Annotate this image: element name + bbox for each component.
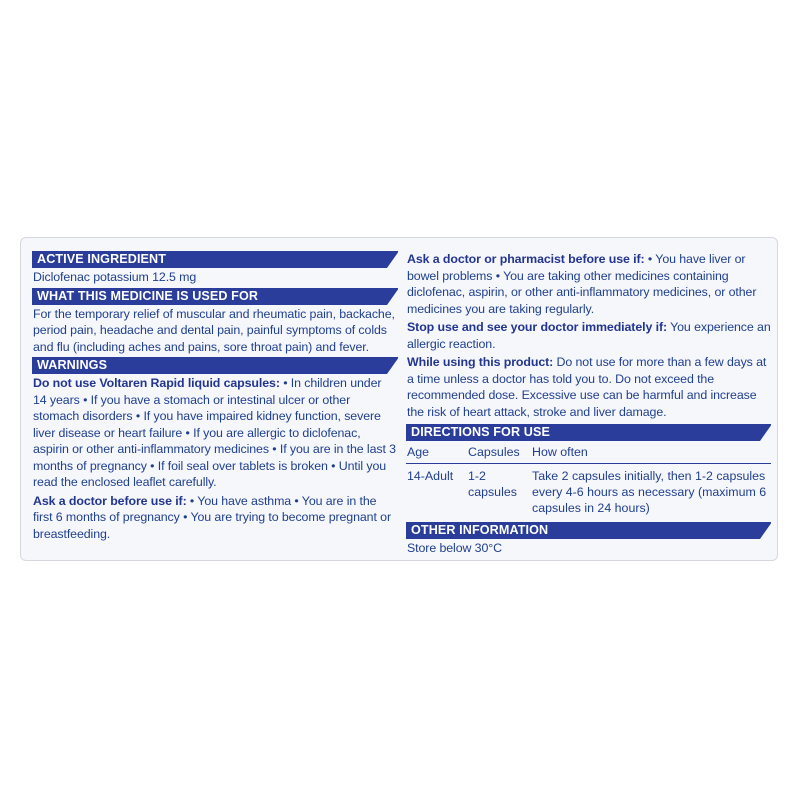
directions-table [406,441,771,520]
do-not-use-paragraph [32,374,398,493]
column-header-age: Age [406,441,468,464]
column-header-how-often: How often [532,441,771,464]
active-ingredient-heading: ACTIVE INGREDIENT [32,251,398,268]
used-for-text: For the temporary relief of muscular and rheumatic pain, backache, period pain, headache and dental pain, painful symptoms of colds and flu (including aches and pains, sore throat pain) and fever. [33,306,395,354]
used-for-heading: WHAT THIS MEDICINE IS USED FOR [32,288,398,305]
stop-use-text: You experience an allergic reaction. [407,320,771,351]
right-column [406,251,771,559]
other-information-text: Store below 30°C [407,541,502,555]
product-information-panel [20,237,778,561]
active-ingredient-text: Diclofenac potassium 12.5 mg [33,270,197,284]
while-using-paragraph [406,354,771,422]
ask-pharmacist-text: • You have liver or bowel problems • You are taking other medicines containing diclofenac, aspirin, or other anti-inflammatory medicines, or other medicines you are taking regularly. [407,252,757,316]
left-column [32,251,398,544]
capsules-cell: 1-2 capsules [468,469,517,499]
column-header-capsules: Capsules [468,441,532,464]
directions-header-row [406,441,771,464]
ask-doctor-paragraph [32,493,398,545]
while-using-text: Do not use for more than a few days at a time unless a doctor has told you to. Do not exceed the recommended dose. Excessive use can be harmful and increase the risk of heart attack, stroke and liver damage. [407,355,767,419]
age-cell: 14-Adult [407,469,454,483]
table-row [406,464,771,521]
ask-pharmacist-paragraph [406,251,771,319]
do-not-use-text: • In children under 14 years • If you have a stomach or intestinal ulcer or other stomach disorders • If you have impaired kidney function, severe liver disease or heart failure • If you are allergic to diclofenac, aspirin or other anti-inflammatory medicines • If you are in the last 3 months of pregnancy • If foil seal over tablets is broken • Until you read the enclosed leaflet carefully. [33,376,396,489]
stop-use-label: Stop use and see your doctor immediately if: [407,320,667,334]
ask-doctor-text: • You have asthma • You are in the first 6 months of pregnancy • You are trying to become pregnant or breastfeeding. [33,493,391,541]
warnings-heading: WARNINGS [32,357,398,374]
other-information-heading: OTHER INFORMATION [406,522,771,539]
stop-use-paragraph [406,319,771,354]
ask-pharmacist-label: Ask a doctor or pharmacist before use if: [407,252,645,266]
ask-doctor-label: Ask a doctor before use if: [33,493,187,508]
do-not-use-label: Do not use Voltaren Rapid liquid capsules: [33,376,280,390]
how-often-cell: Take 2 capsules initially, then 1-2 capsules every 4-6 hours as necessary (maximum 6 capsules in 24 hours) [532,469,767,515]
while-using-label: While using this product: [407,355,554,369]
directions-heading: DIRECTIONS FOR USE [406,424,771,441]
